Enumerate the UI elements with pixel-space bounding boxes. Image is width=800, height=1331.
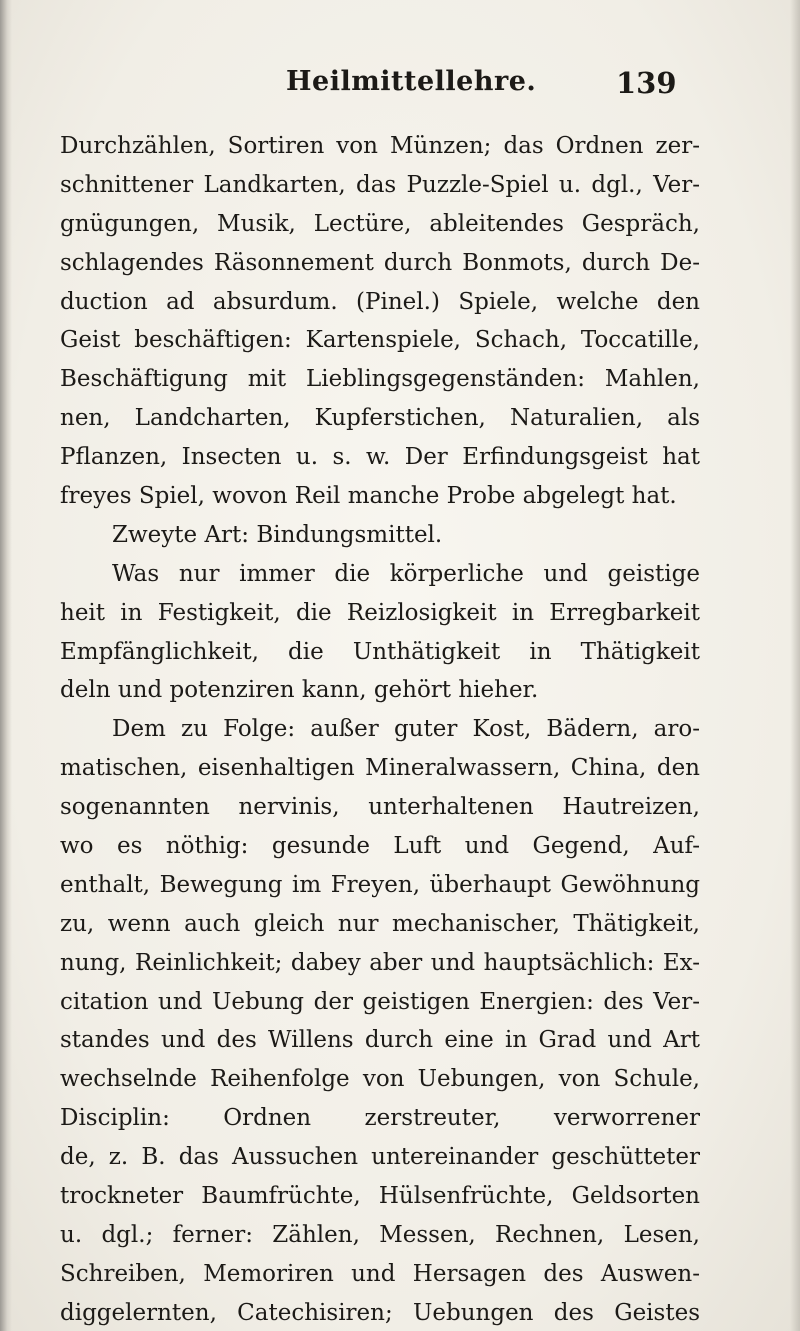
text-line: heit in Festigkeit, die Reizlosigkeit in Erregbarkeit bbox=[60, 599, 700, 626]
text-line: citation und Uebung der geistigen Energien: des Ver- bbox=[60, 988, 700, 1015]
page-number: 139 bbox=[616, 66, 677, 100]
page-edge-shadow bbox=[790, 0, 800, 1331]
body-text bbox=[60, 127, 700, 1331]
text-line: nen, Landcharten, Kupferstichen, Naturalien, als bbox=[60, 405, 700, 432]
text-line: enthalt, Bewegung im Freyen, überhaupt Gewöhnung bbox=[60, 871, 700, 898]
running-head-title: Heilmittellehre. bbox=[286, 66, 537, 97]
text-line: Beschäftigung mit Lieblingsgegenständen: Mahlen, bbox=[60, 366, 700, 393]
text-line: wo es nöthig: gesunde Luft und Gegend, Auf- bbox=[60, 833, 700, 860]
paragraph-first-line: Was nur immer die körperliche und geistige bbox=[112, 560, 700, 587]
running-head bbox=[60, 66, 700, 106]
text-line: deln und potenziren kann, gehört hieher. bbox=[60, 677, 539, 704]
text-line: duction ad absurdum. (Pinel.) Spiele, welche den bbox=[60, 288, 700, 315]
text-line: Durchzählen, Sortiren von Münzen; das Ordnen zer- bbox=[60, 133, 700, 159]
text-line: Disciplin: Ordnen zerstreuter, verworrener bbox=[60, 1105, 700, 1132]
text-line: sogenannten nervinis, unterhaltenen Hautreizen, bbox=[60, 794, 700, 821]
text-line: matischen, eisenhaltigen Mineralwassern, China, den bbox=[60, 755, 700, 782]
text-line: u. dgl.; ferner: Zählen, Messen, Rechnen, Lesen, bbox=[60, 1221, 700, 1248]
text-line: gnügungen, Musik, Lectüre, ableitendes Gespräch, bbox=[60, 210, 700, 237]
text-line: Schreiben, Memoriren und Hersagen des Auswen- bbox=[60, 1260, 700, 1287]
text-line: freyes Spiel, wovon Reil manche Probe abgelegt hat. bbox=[60, 483, 677, 510]
text-line: Pflanzen, Insecten u. s. w. Der Erfindungsgeist hat bbox=[60, 444, 700, 471]
text-line: de, z. B. das Aussuchen untereinander geschütteter bbox=[60, 1144, 700, 1171]
paragraph-first-line: Dem zu Folge: außer guter Kost, Bädern, aro- bbox=[112, 716, 700, 743]
text-line: wechselnde Reihenfolge von Uebungen, von Schule, bbox=[60, 1066, 700, 1093]
text-line: Geist beschäftigen: Kartenspiele, Schach, Toccatille, bbox=[60, 327, 700, 354]
text-line: nung, Reinlichkeit; dabey aber und hauptsächlich: Ex- bbox=[60, 949, 700, 976]
section-heading: Zweyte Art: Bindungsmittel. bbox=[112, 521, 443, 548]
text-line: schlagendes Räsonnement durch Bonmots, durch De- bbox=[60, 249, 700, 276]
text-line: diggelernten, Catechisiren; Uebungen des Geistes bbox=[60, 1299, 700, 1326]
text-line: schnittener Landkarten, das Puzzle-Spiel u. dgl., Ver- bbox=[60, 171, 700, 198]
text-line: Empfänglichkeit, die Unthätigkeit in Thätigkeit bbox=[60, 638, 700, 665]
text-line: standes und des Willens durch eine in Grad und Art bbox=[60, 1027, 700, 1054]
text-line: trockneter Baumfrüchte, Hülsenfrüchte, Geldsorten bbox=[60, 1183, 700, 1210]
text-line: zu, wenn auch gleich nur mechanischer, Thätigkeit, bbox=[60, 910, 700, 937]
page-binding-shadow bbox=[0, 0, 12, 1331]
